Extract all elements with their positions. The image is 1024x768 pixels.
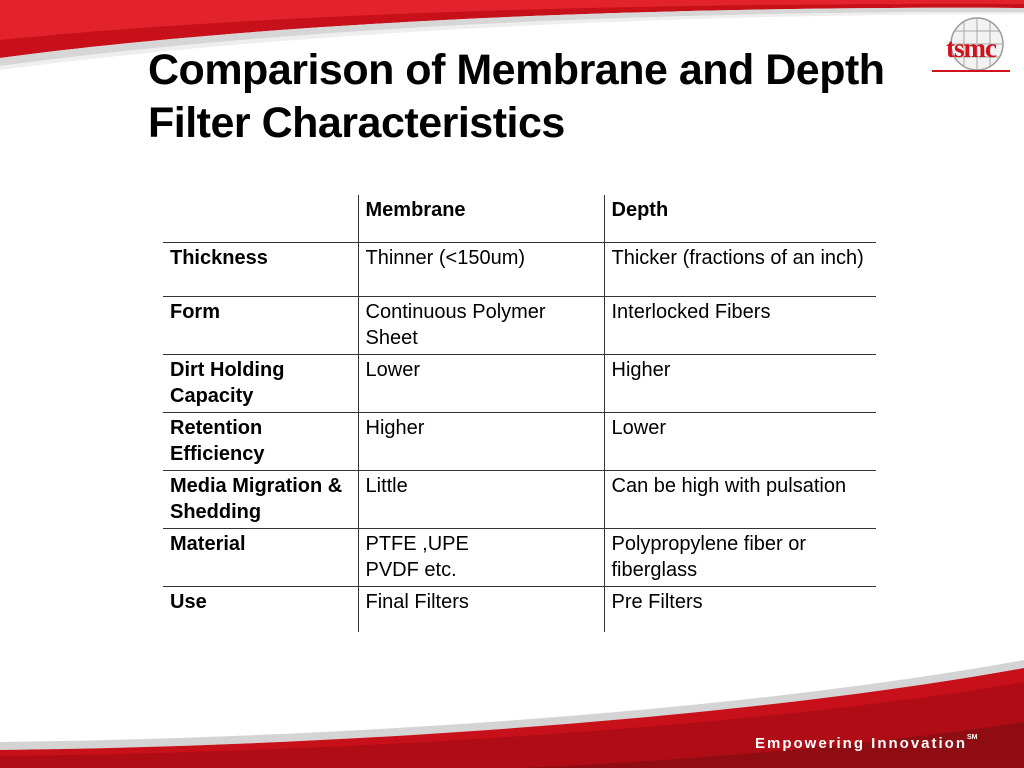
depth-cell: Polypropylene fiber or fiberglass — [604, 529, 876, 587]
slide-title-line-2: Filter Characteristics — [148, 99, 565, 147]
footer-tagline — [755, 734, 978, 752]
row-label: Use — [163, 587, 358, 633]
row-label: Media Migration & Shedding — [163, 471, 358, 529]
tsmc-logo — [930, 14, 1012, 82]
depth-cell: Lower — [604, 413, 876, 471]
table-row — [163, 355, 876, 413]
table-row — [163, 471, 876, 529]
table-row — [163, 297, 876, 355]
table-row — [163, 587, 876, 633]
membrane-cell: Continuous Polymer Sheet — [358, 297, 604, 355]
membrane-cell: Lower — [358, 355, 604, 413]
service-mark: SM — [967, 734, 978, 741]
row-label: Material — [163, 529, 358, 587]
membrane-material-line-1: PTFE ,UPE — [365, 533, 469, 555]
slide-title — [148, 44, 948, 150]
row-label: Retention Efficiency — [163, 413, 358, 471]
header-depth: Depth — [604, 195, 876, 243]
table-row — [163, 243, 876, 297]
membrane-cell: Thinner (<150um) — [358, 243, 604, 297]
depth-cell: Can be high with pulsation — [604, 471, 876, 529]
depth-cell: Thicker (fractions of an inch) — [604, 243, 876, 297]
slide-title-line-1: Comparison of Membrane and Depth — [148, 46, 885, 94]
table-row — [163, 529, 876, 587]
header-empty-cell — [163, 195, 358, 243]
depth-cell: Higher — [604, 355, 876, 413]
row-label: Form — [163, 297, 358, 355]
comparison-table — [163, 195, 876, 632]
membrane-cell: Higher — [358, 413, 604, 471]
membrane-cell: Little — [358, 471, 604, 529]
row-label: Dirt Holding Capacity — [163, 355, 358, 413]
row-label: Thickness — [163, 243, 358, 297]
depth-cell: Pre Filters — [604, 587, 876, 633]
tagline-text: Empowering Innovation — [755, 735, 968, 752]
membrane-cell — [358, 529, 604, 587]
logo-text: tsmc — [946, 33, 996, 63]
table-header-row — [163, 195, 876, 243]
membrane-material-line-2: PVDF etc. — [365, 559, 457, 581]
table-row — [163, 413, 876, 471]
depth-cell: Interlocked Fibers — [604, 297, 876, 355]
membrane-cell: Final Filters — [358, 587, 604, 633]
header-membrane: Membrane — [358, 195, 604, 243]
